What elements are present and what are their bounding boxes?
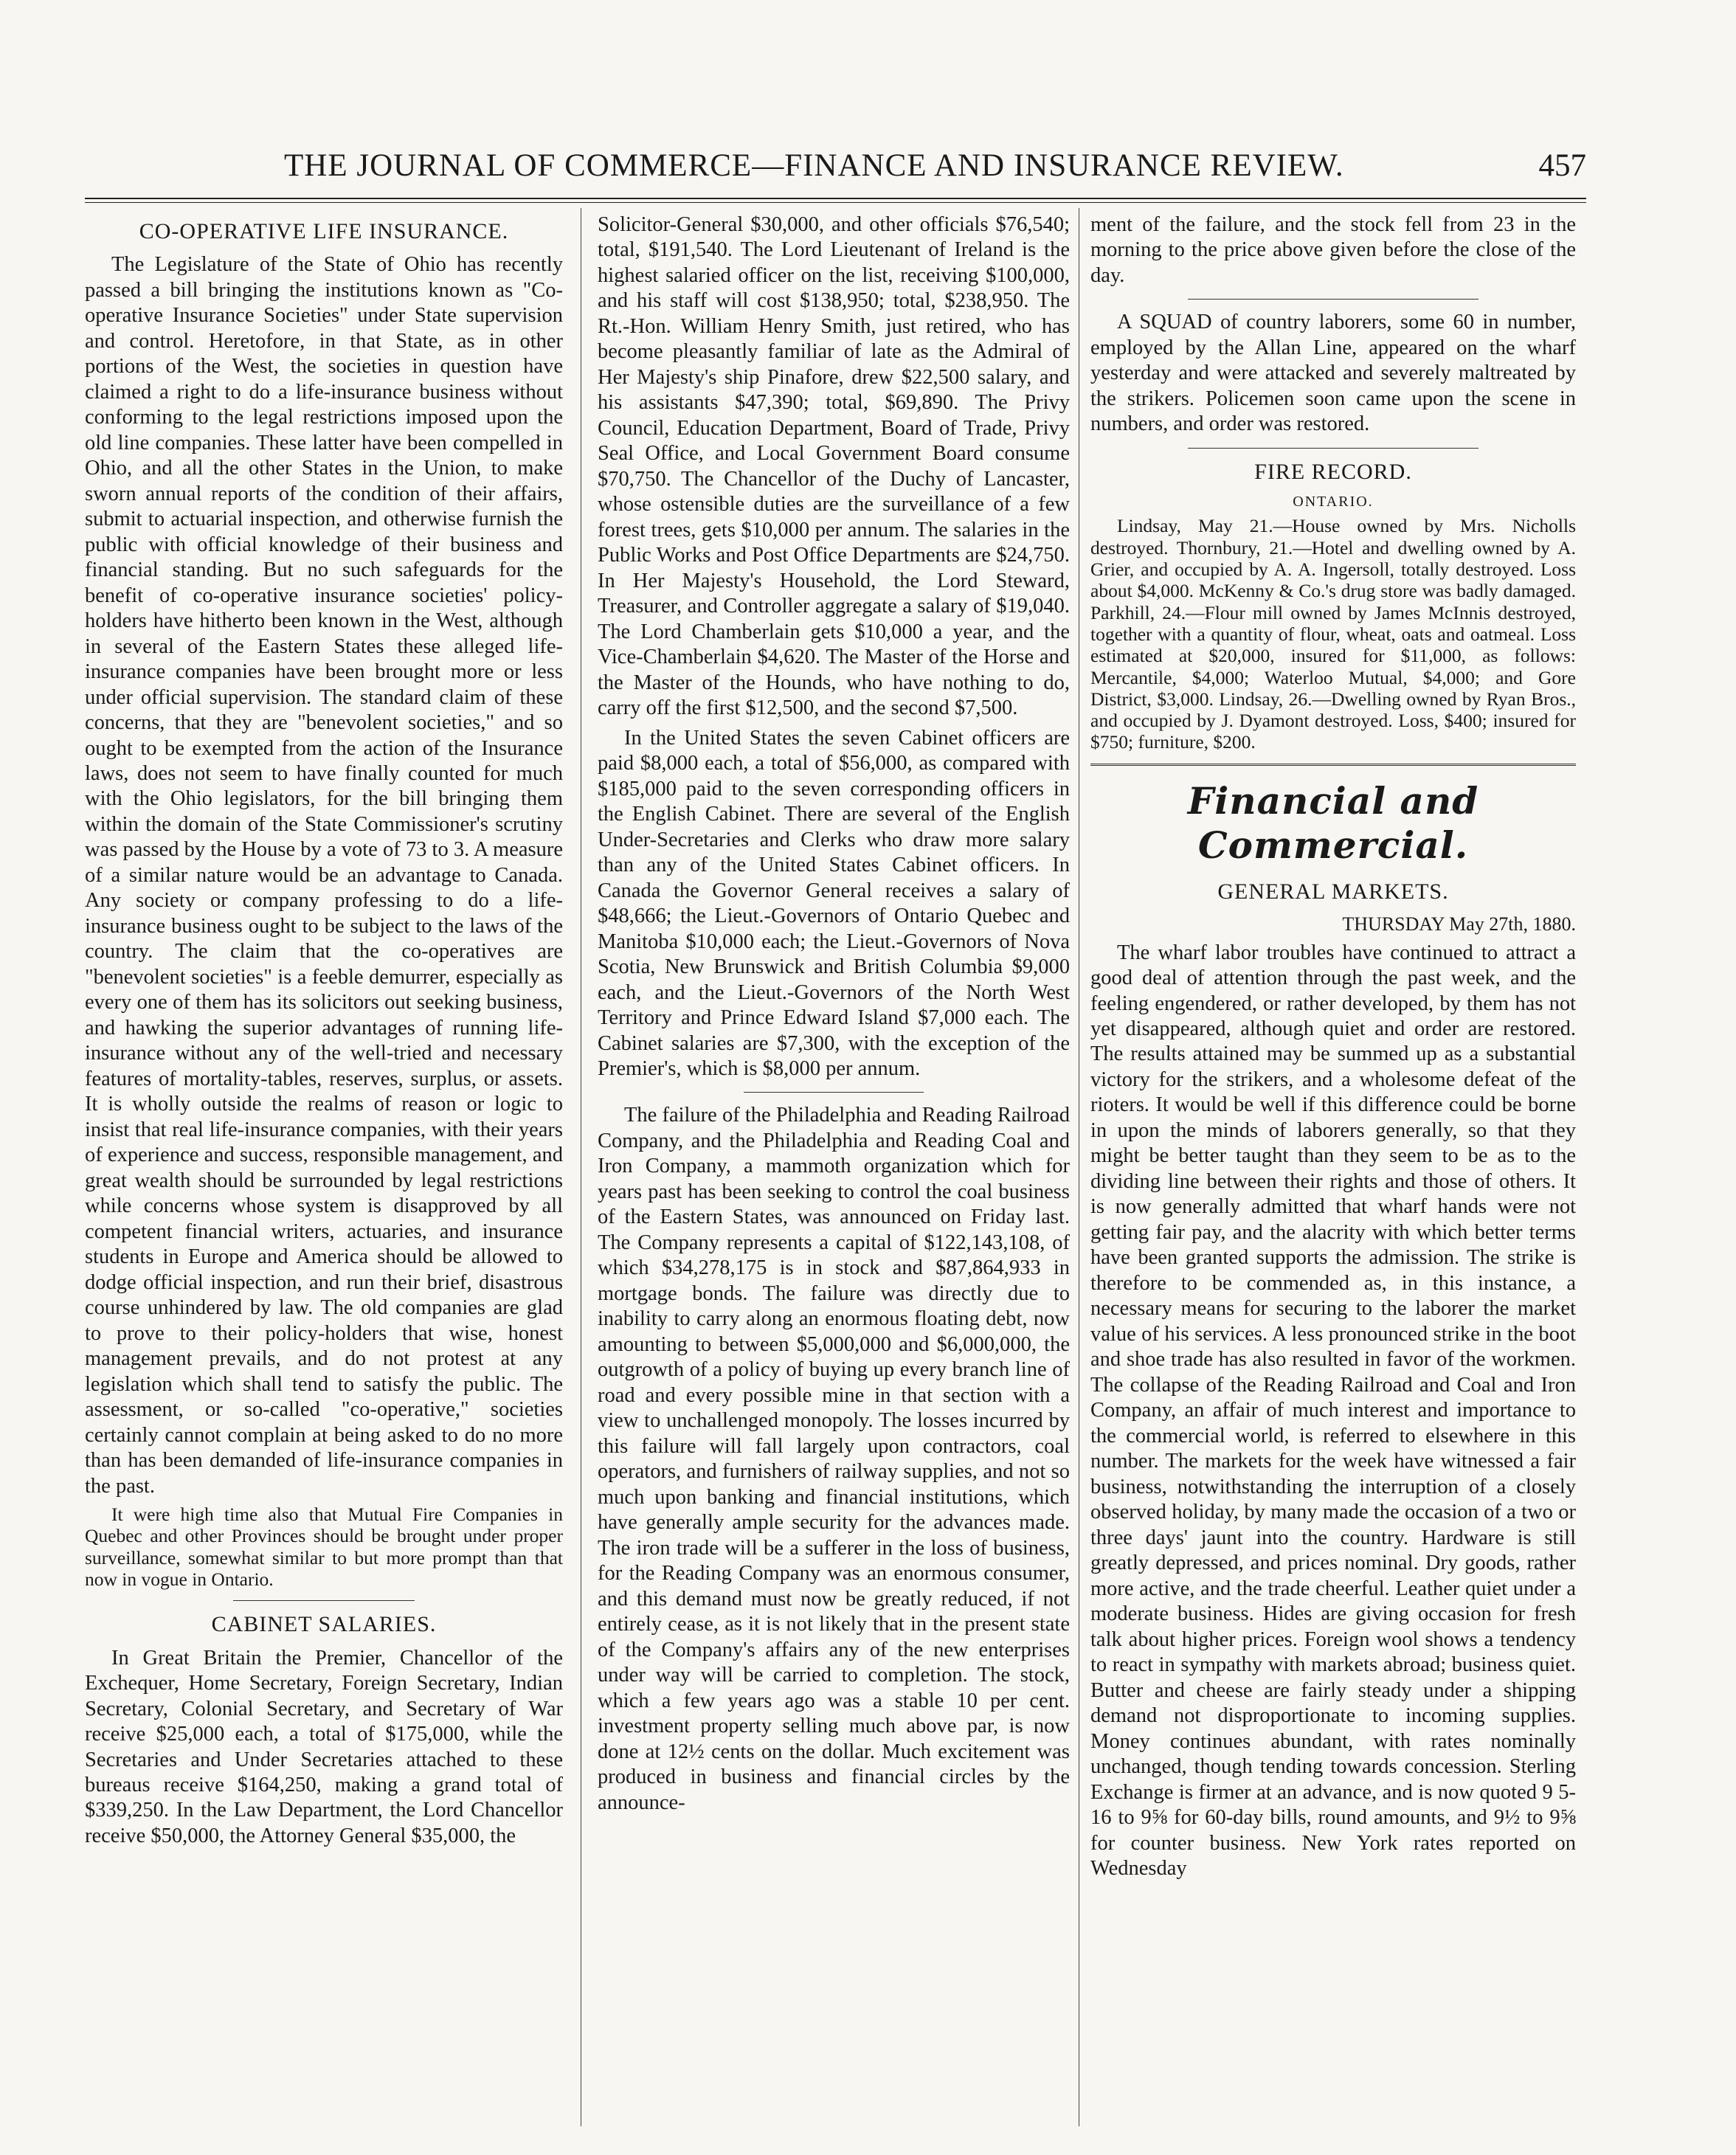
squad-paragraph: A SQUAD of country laborers, some 60 in number, employed by the Allan Line, appeared on the wharf yesterday and were attacked and severely maltreated by the strikers. Policemen soon came upon the scene in numbers, and order was restored. xyxy=(1090,311,1576,436)
fire-record-title: FIRE RECORD. xyxy=(1254,459,1412,484)
section-divider xyxy=(233,1600,415,1601)
double-rule xyxy=(1090,764,1576,766)
dateline: THURSDAY May 27th, 1880. xyxy=(1342,913,1576,935)
cabinet-paragraph-3: In the United States the seven Cabinet officers are paid $8,000 each, a total of $56,000, as compared with $185,000 paid to the seven corresponding officers in the English Cabinet. There are several of the English Under-Secretaries and Clerks who draw more salary than any of the United States Cabinet officers. In Canada the Governor General receives a salary of $48,666; the Lieut.-Governors of Ontario Quebec and Manitoba $10,000 each; the Lieut.-Governors of Nova Scotia, New Brunswick and British Columbia $9,000 each, and the Lieut.-Governors of the North West Territory and Prince Edward Island $7,000 each. The Cabinet salaries are $7,300, with the exception of the Premier's, which is $8,000 per annum. xyxy=(598,726,1070,1080)
header-rule-thin xyxy=(85,202,1586,203)
section-divider xyxy=(744,1092,923,1093)
markets-paragraph: The wharf labor troubles have continued to attract a good deal of attention through the past week, and the feeling engendered, or rather developed, by them has not yet disappeared, although quiet and order are restored. The results attained may be summed up as a substantial victory for the strikers, and a wholesome defeat of the rioters. It would be well if this difference could be borne in upon the minds of laborers generally, so that they might be better taught than they seem to be as to the dividing line between their rights and those of others. It is now generally admitted that wharf hands were not getting fair pay, and the alacrity with which better terms have been granted supports the admission. The strike is therefore to be commended as, in this instance, a necessary means for securing to the laborer the market value of his services. A less pronounced strike in the boot and shoe trade has also resulted in favor of the workmen. The collapse of the Reading Railroad and Coal and Iron Company, an affair of much interest and importance to the commercial world, is referred to elsewhere in this number. The markets for the week have witnessed a fair business, notwithstanding the interruption of a closely observed holiday, by many made the occasion of a two or three days' jaunt into the country. Hardware is still greatly depressed, and prices nominal. Dry goods, rather more active, and the trade cheerful. Leather quiet under a moderate business. Hides are giving occasion for fresh talk about higher prices. Foreign wool shows a tendency to react in sympathy with markets abroad; business quiet. Butter and cheese are fairly steady under a shipping demand not disproportionate to incoming supplies. Money continues abundant, with rates nominally unchanged, though tending towards concession. Sterling Exchange is firmer at an advance, and is now quoted 9 5-16 to 9⅝ for 60-day bills, round amounts, and 9½ to 9⅝ for counter business. New York rates reported on Wednesday xyxy=(1090,941,1576,1880)
fire-record-paragraph: Lindsay, May 21.—House owned by Mrs. Nicholls destroyed. Thornbury, 21.—Hotel and dwelling owned by A. Grier, and occupied by A. A. Ingersoll, totally destroyed. Loss about $4,000. McKenny & Co.'s drug store was badly damaged. Parkhill, 24.—Flour mill owned by James McInnis destroyed, together with a quantity of flour, wheat, oats and oatmeal. Loss estimated at $20,000, insured for $11,000, as follows: Mercantile, $4,000; Waterloo Mutual, $4,000; and Gore District, $3,000. Lindsay, 26.—Dwelling owned by Ryan Bros., and occupied by J. Dyamont destroyed. Loss, $400; insured for $750; furniture, $200. xyxy=(1090,515,1576,753)
coop-paragraph-tail: It were high time also that Mutual Fire Companies in Quebec and other Provinces should be brought under proper surveillance, somewhat similar to but more prompt than that now in vogue in Ontario. xyxy=(85,1504,563,1590)
coop-paragraph: The Legislature of the State of Ohio has recently passed a bill bringing the institutions known as "Co-operative Insurance Societies" under State supervision and control. Heretofore, in that State, as in other portions of the West, the societies in question have claimed a right to do a life-insurance business without conforming to the legal restrictions imposed upon the old line companies. These latter have been compelled in Ohio, and all the other States in the Union, to make sworn annual reports of the condition of their affairs, submit to actuarial inspection, and otherwise furnish the public with official knowledge of their business and financial standing. But no such safeguards for the benefit of co-operative insurance societies' policy-holders have hitherto been known in the West, although in several of the Eastern States these alleged life-insurance companies have been brought more or less under official supervision. The standard claim of these concerns, that they are "benevolent societies," and so ought to be exempted from the action of the Insurance laws, does not seem to have finally counted for much with the Ohio legislators, for the bill bringing them within the domain of the State Commissioner's scrutiny was passed by the House by a vote of 73 to 3. A measure of a similar nature would be an advantage to Canada. Any society or company professing to do a life-insurance business ought to be subject to the laws of the country. The claim that the co-operatives are "benevolent societies" is a feeble demurrer, especially as every one of them has its solicitors out seeking business, and hawking the superior advantages of running life-insurance without any of the well-tried and necessary features of mortality-tables, reserves, surplus, or assets. It is wholly outside the realms of reason or logic to insist that real life-insurance companies, with their years of experience and success, responsible management, and great wealth should be surrounded by legal restrictions while concerns whose system is disapproved by all competent financial writers, actuaries, and insurance students in Europe and America should be allowed to dodge official inspection, and run their brief, disastrous course unhindered by law. The old companies are glad to prove to their policy-holders that wise, honest management prevails, and do not protest at any legislation which shall tend to satisfy the public. The assessment, or so-called "co-operative," societies certainly cannot complain at being asked to do no more than has been demanded of life-insurance companies in the past. xyxy=(85,253,563,1498)
column-1 xyxy=(85,212,563,2131)
section-divider xyxy=(1188,448,1479,449)
running-title: THE JOURNAL OF COMMERCE—FINANCE AND INSURANCE REVIEW. xyxy=(284,148,1344,183)
column-3 xyxy=(1090,212,1576,2131)
cabinet-title: CABINET SALARIES. xyxy=(211,1612,437,1637)
header-rule xyxy=(85,198,1586,199)
general-markets-title: GENERAL MARKETS. xyxy=(1217,879,1449,904)
page-header xyxy=(85,148,1586,192)
coop-title: CO-OPERATIVE LIFE INSURANCE. xyxy=(139,219,509,243)
financial-section-title: Financial and Commercial. xyxy=(1187,778,1479,868)
cabinet-paragraph-1: In Great Britain the Premier, Chancellor of the Exchequer, Home Secretary, Foreign Secretary, Indian Secretary, Colonial Secretary, and Secretary of War receive $25,000 each, a total of $175,000, while the Secretaries and Under Secretaries attached to these bureaus receive $164,250, making a grand total of $339,250. In the Law Department, the Lord Chancellor receive $50,000, the Attorney General $35,000, the xyxy=(85,1646,563,1847)
fire-record-subtitle: ONTARIO. xyxy=(1293,494,1374,511)
section-divider xyxy=(1188,299,1479,300)
page-number: 457 xyxy=(1538,148,1586,183)
column-2 xyxy=(598,212,1070,2131)
cabinet-paragraph-2: Solicitor-General $30,000, and other officials $76,540; total, $191,540. The Lord Lieutenant of Ireland is the highest salaried officer on the list, receiving $100,000, and his staff will cost $138,950; total, $238,950. The Rt.-Hon. William Henry Smith, just retired, who has become pleasantly familiar of late as the Admiral of Her Majesty's ship Pinafore, drew $22,500 salary, and his assistants $47,390; total, $69,890. The Privy Council, Education Department, Board of Trade, Privy Seal Office, and Local Government Board consume $70,750. The Chancellor of the Duchy of Lancaster, whose ostensible duties are the surveillance of a few forest trees, gets $10,000 per annum. The salaries in the Public Works and Post Office Departments are $24,750. In Her Majesty's Household, the Lord Steward, Treasurer, and Controller aggregate a salary of $19,040. The Lord Chamberlain gets $10,000 a year, and the Vice-Chamberlain $4,620. The Master of the Horse and the Master of the Hounds, who have nothing to do, carry off the first $12,500, and the second $7,500. xyxy=(598,213,1070,720)
reading-paragraph: The failure of the Philadelphia and Reading Railroad Company, and the Philadelphia and Reading Coal and Iron Company, a mammoth organization which for years past has been seeking to control the coal business of the Eastern States, was announced on Friday last. The Company represents a capital of $122,143,108, of which $34,278,175 is in stock and $87,864,933 in mortgage bonds. The failure was directly due to inability to carry along an enormous floating debt, now amounting to between $5,000,000 and $6,000,000, the outgrowth of a policy of buying up every branch line of road and every possible mine in that section with a view to unchallenged monopoly. The losses incurred by this failure will fall largely upon contractors, coal operators, and furnishers of railway supplies, and not so much upon banking and financial institutions, which have generally ample security for the advances made. The iron trade will be a sufferer in the loss of business, for the Reading Company was an enormous consumer, and this demand must now be greatly reduced, if not entirely cease, as it is not likely that in the present state of the Company's affairs any of the new enterprises under way will be carried to completion. The stock, which a few years ago was a stable 10 per cent. investment property selling much above par, is now done at 12½ cents on the dollar. Much excitement was produced in business and financial circles by the announce- xyxy=(598,1104,1070,1814)
reading-paragraph-continued: ment of the failure, and the stock fell from 23 in the morning to the price above given before the close of the day. xyxy=(1090,213,1576,287)
